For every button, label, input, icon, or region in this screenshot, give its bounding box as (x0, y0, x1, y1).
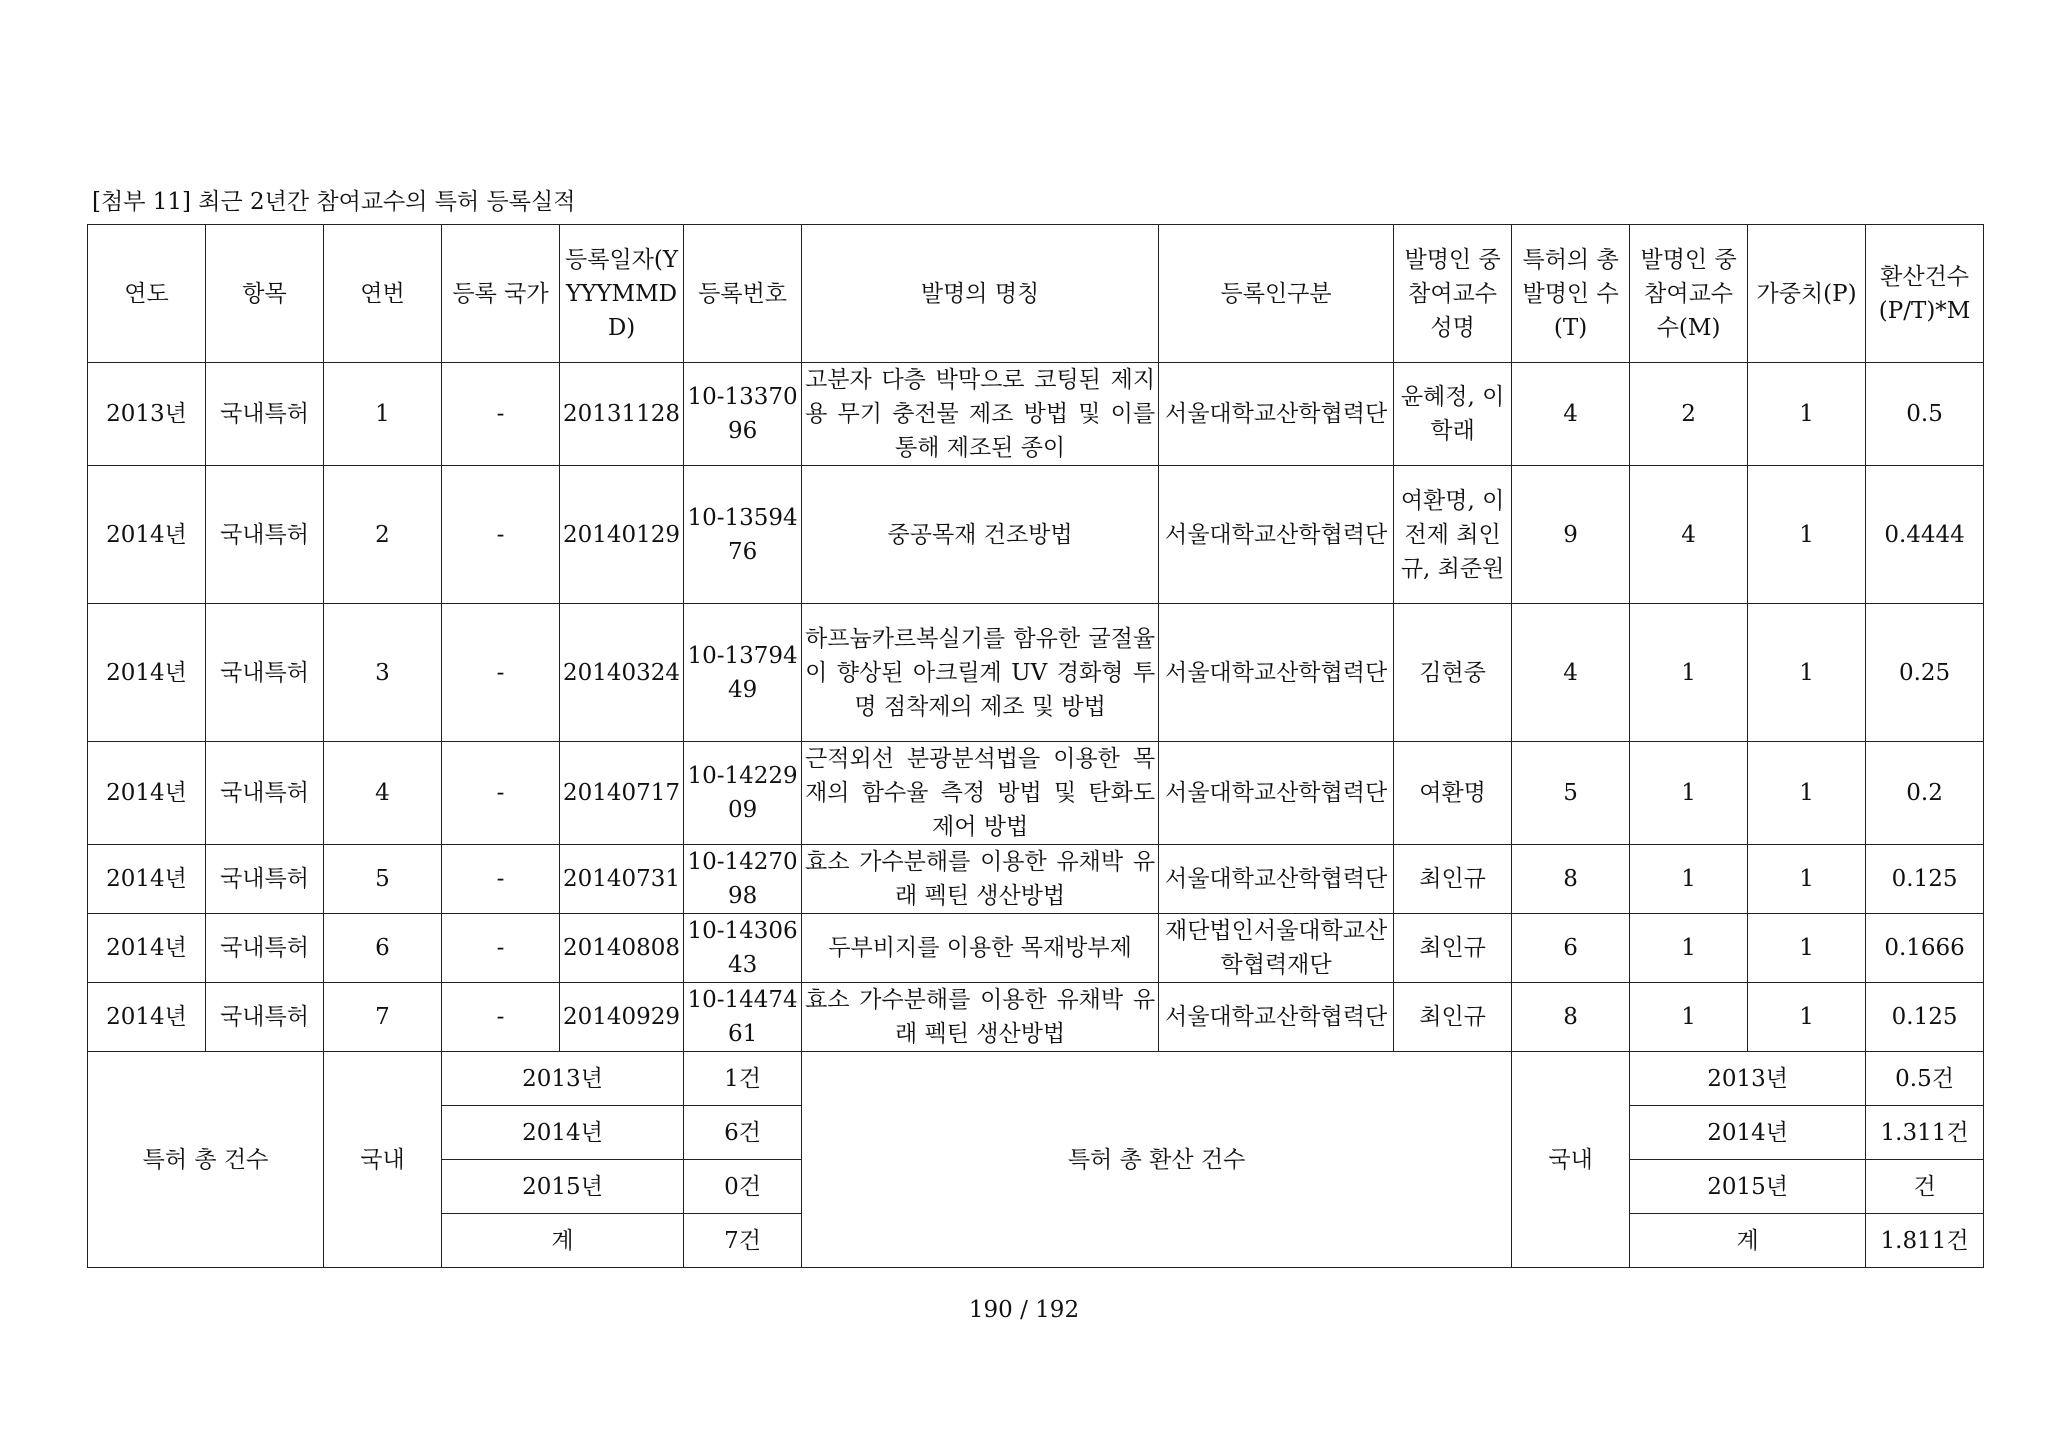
row-total-inventors: 8 (1512, 845, 1630, 914)
domestic-label: 국내 (324, 1052, 442, 1268)
row-total-inventors: 5 (1512, 742, 1630, 845)
row-year: 2014년 (88, 604, 206, 742)
row-regno: 10-1337096 (684, 363, 802, 466)
row-registrant: 서울대학교산학협력단 (1159, 742, 1394, 845)
header-year: 연도 (88, 225, 206, 363)
row-weight: 1 (1748, 363, 1866, 466)
row-title: 근적외선 분광분석법을 이용한 목재의 함수율 측정 방법 및 탄화도 제어 방법 (802, 742, 1159, 845)
summary-converted-count: 1.311건 (1866, 1106, 1984, 1160)
row-converted: 0.5 (1866, 363, 1984, 466)
row-year: 2014년 (88, 983, 206, 1052)
row-participating-count: 1 (1630, 914, 1748, 983)
row-registrant: 재단법인서울대학교산학협력재단 (1159, 914, 1394, 983)
row-serial: 1 (324, 363, 442, 466)
page-number: 190 / 192 (968, 1297, 1080, 1323)
header-participating-count: 발명인 중 참여교수 수(M) (1630, 225, 1748, 363)
summary-converted-year-label: 2014년 (1630, 1106, 1866, 1160)
row-participants: 김현중 (1394, 604, 1512, 742)
row-regno: 10-1430643 (684, 914, 802, 983)
summary-total-label: 계 (442, 1214, 684, 1268)
row-registrant: 서울대학교산학협력단 (1159, 845, 1394, 914)
header-date: 등록일자(YYYYMMDD) (560, 225, 684, 363)
row-participating-count: 1 (1630, 983, 1748, 1052)
summary-converted-year-label: 2015년 (1630, 1160, 1866, 1214)
row-participants: 여환명 (1394, 742, 1512, 845)
header-regno: 등록번호 (684, 225, 802, 363)
domestic-label-right: 국내 (1512, 1052, 1630, 1268)
summary-year-label: 2014년 (442, 1106, 684, 1160)
summary-year-label: 2013년 (442, 1052, 684, 1106)
summary-count: 6건 (684, 1106, 802, 1160)
row-title: 하프늄카르복실기를 함유한 굴절율이 향상된 아크릴계 UV 경화형 투명 점착제의 제조 및 방법 (802, 604, 1159, 742)
row-country: - (442, 983, 560, 1052)
header-registrant: 등록인구분 (1159, 225, 1394, 363)
row-weight: 1 (1748, 845, 1866, 914)
row-item: 국내특허 (206, 466, 324, 604)
row-item: 국내특허 (206, 914, 324, 983)
row-item: 국내특허 (206, 845, 324, 914)
row-date: 20140808 (560, 914, 684, 983)
table-row (88, 845, 1984, 914)
row-title: 효소 가수분해를 이용한 유채박 유래 펙틴 생산방법 (802, 983, 1159, 1052)
summary-converted-total-label: 계 (1630, 1214, 1866, 1268)
summary-total-count: 7건 (684, 1214, 802, 1268)
row-country: - (442, 742, 560, 845)
row-weight: 1 (1748, 914, 1866, 983)
patent-registration-table (87, 224, 1984, 1268)
row-participating-count: 1 (1630, 845, 1748, 914)
row-participants: 최인규 (1394, 914, 1512, 983)
row-participants: 최인규 (1394, 845, 1512, 914)
row-year: 2013년 (88, 363, 206, 466)
row-registrant: 서울대학교산학협력단 (1159, 466, 1394, 604)
row-serial: 3 (324, 604, 442, 742)
patent-converted-total-label: 특허 총 환산 건수 (802, 1052, 1512, 1268)
row-converted: 0.1666 (1866, 914, 1984, 983)
table-row (88, 914, 1984, 983)
row-date: 20140324 (560, 604, 684, 742)
row-serial: 4 (324, 742, 442, 845)
row-serial: 7 (324, 983, 442, 1052)
summary-converted-year-label: 2013년 (1630, 1052, 1866, 1106)
row-weight: 1 (1748, 466, 1866, 604)
row-date: 20140129 (560, 466, 684, 604)
row-title: 두부비지를 이용한 목재방부제 (802, 914, 1159, 983)
row-country: - (442, 363, 560, 466)
header-title: 발명의 명칭 (802, 225, 1159, 363)
row-country: - (442, 604, 560, 742)
row-participants: 여환명, 이전제 최인규, 최준원 (1394, 466, 1512, 604)
row-year: 2014년 (88, 914, 206, 983)
row-weight: 1 (1748, 983, 1866, 1052)
row-total-inventors: 6 (1512, 914, 1630, 983)
header-total-inventors: 특허의 총 발명인 수(T) (1512, 225, 1630, 363)
row-item: 국내특허 (206, 363, 324, 466)
header-participants: 발명인 중 참여교수 성명 (1394, 225, 1512, 363)
table-row (88, 742, 1984, 845)
row-item: 국내특허 (206, 604, 324, 742)
row-serial: 6 (324, 914, 442, 983)
row-converted: 0.125 (1866, 845, 1984, 914)
summary-count: 0건 (684, 1160, 802, 1214)
summary-converted-count: 건 (1866, 1160, 1984, 1214)
row-participants: 최인규 (1394, 983, 1512, 1052)
summary-count: 1건 (684, 1052, 802, 1106)
row-registrant: 서울대학교산학협력단 (1159, 363, 1394, 466)
row-participating-count: 2 (1630, 363, 1748, 466)
row-country: - (442, 466, 560, 604)
row-total-inventors: 9 (1512, 466, 1630, 604)
row-serial: 2 (324, 466, 442, 604)
row-converted: 0.125 (1866, 983, 1984, 1052)
row-country: - (442, 914, 560, 983)
row-regno: 10-1447461 (684, 983, 802, 1052)
header-row (88, 225, 1984, 363)
row-year: 2014년 (88, 466, 206, 604)
summary-converted-total-count: 1.811건 (1866, 1214, 1984, 1268)
table-row (88, 363, 1984, 466)
row-weight: 1 (1748, 604, 1866, 742)
row-year: 2014년 (88, 845, 206, 914)
row-participating-count: 4 (1630, 466, 1748, 604)
summary-year-label: 2015년 (442, 1160, 684, 1214)
row-regno: 10-1427098 (684, 845, 802, 914)
header-converted: 환산건수(P/T)*M (1866, 225, 1984, 363)
row-title: 고분자 다층 박막으로 코팅된 제지용 무기 충전물 제조 방법 및 이를 통해 제조된 종이 (802, 363, 1159, 466)
row-year: 2014년 (88, 742, 206, 845)
row-registrant: 서울대학교산학협력단 (1159, 604, 1394, 742)
row-date: 20140929 (560, 983, 684, 1052)
row-converted: 0.4444 (1866, 466, 1984, 604)
table-row (88, 466, 1984, 604)
table-row (88, 604, 1984, 742)
row-weight: 1 (1748, 742, 1866, 845)
row-regno: 10-1422909 (684, 742, 802, 845)
row-country: - (442, 845, 560, 914)
table-row (88, 983, 1984, 1052)
summary-row (88, 1052, 1984, 1106)
row-title: 중공목재 건조방법 (802, 466, 1159, 604)
header-item: 항목 (206, 225, 324, 363)
summary-converted-count: 0.5건 (1866, 1052, 1984, 1106)
row-item: 국내특허 (206, 742, 324, 845)
row-regno: 10-1379449 (684, 604, 802, 742)
row-regno: 10-1359476 (684, 466, 802, 604)
row-serial: 5 (324, 845, 442, 914)
row-item: 국내특허 (206, 983, 324, 1052)
row-converted: 0.2 (1866, 742, 1984, 845)
row-date: 20140717 (560, 742, 684, 845)
patent-total-label: 특허 총 건수 (88, 1052, 324, 1268)
row-total-inventors: 4 (1512, 363, 1630, 466)
header-serial: 연번 (324, 225, 442, 363)
row-participants: 윤혜정, 이학래 (1394, 363, 1512, 466)
row-converted: 0.25 (1866, 604, 1984, 742)
row-date: 20140731 (560, 845, 684, 914)
row-participating-count: 1 (1630, 742, 1748, 845)
row-total-inventors: 4 (1512, 604, 1630, 742)
row-title: 효소 가수분해를 이용한 유채박 유래 펙틴 생산방법 (802, 845, 1159, 914)
header-country: 등록 국가 (442, 225, 560, 363)
header-weight: 가중치(P) (1748, 225, 1866, 363)
row-total-inventors: 8 (1512, 983, 1630, 1052)
row-date: 20131128 (560, 363, 684, 466)
attachment-caption: [첨부 11] 최근 2년간 참여교수의 특허 등록실적 (92, 189, 576, 215)
row-participating-count: 1 (1630, 604, 1748, 742)
row-registrant: 서울대학교산학협력단 (1159, 983, 1394, 1052)
